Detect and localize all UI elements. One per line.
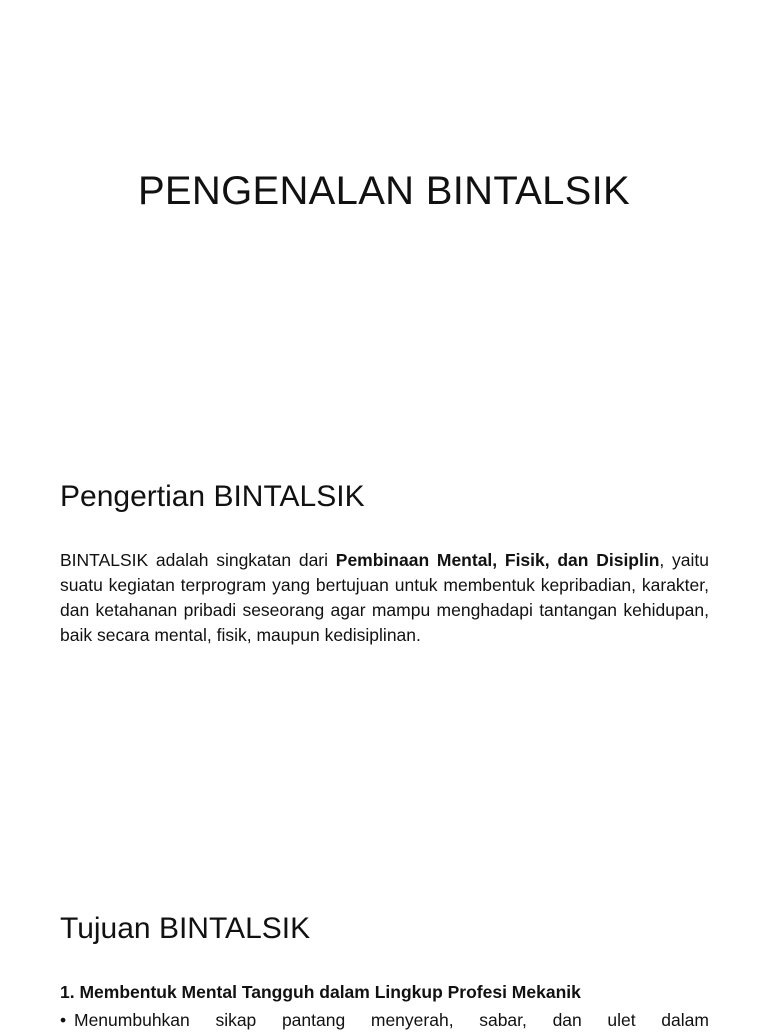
bullet-word: dalam: [661, 1010, 709, 1030]
bullet-icon: •: [60, 1010, 67, 1030]
bullet-word: ulet: [607, 1010, 636, 1030]
bullet-word: sabar,: [479, 1010, 527, 1030]
bullet-word: sikap: [215, 1010, 257, 1030]
bullet-word: Menumbuhkan: [74, 1010, 190, 1030]
bullet-item: [60, 1008, 709, 1033]
section-heading-tujuan: Tujuan BINTALSIK: [60, 912, 311, 945]
bullet-word: menyerah,: [370, 1010, 454, 1030]
slide-title: PENGENALAN BINTALSIK: [137, 169, 631, 213]
section-heading-pengertian: Pengertian BINTALSIK: [60, 480, 365, 513]
paragraph-suffix: , yaitu suatu kegiatan terprogram yang bertujuan untuk membentuk kepribadian, karakter, dan ketahanan pribadi seseorang agar mampu menghadapi tantangan kehidupan, baik secara mental, fisik, maupun kedisiplinan.: [60, 550, 709, 645]
bullet-word: dan: [552, 1010, 582, 1030]
numbered-item-1: 1. Membentuk Mental Tangguh dalam Lingkup Profesi Mekanik: [60, 982, 581, 1002]
paragraph-prefix: BINTALSIK adalah singkatan dari: [60, 550, 336, 570]
definition-paragraph: [60, 548, 709, 648]
bullet-text: [74, 1008, 709, 1033]
paragraph-bold-term: Pembinaan Mental, Fisik, dan Disiplin: [335, 550, 660, 570]
bullet-word: pantang: [281, 1010, 346, 1030]
